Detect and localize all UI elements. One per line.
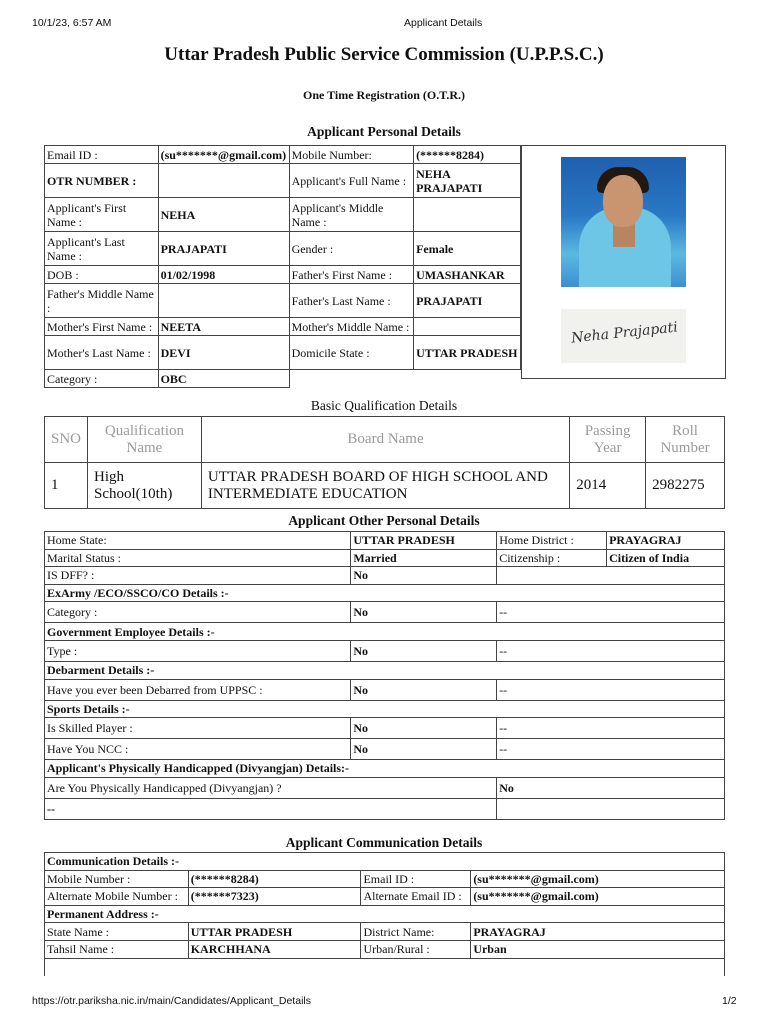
- table-row: [45, 284, 521, 318]
- ph-value: No: [497, 777, 725, 798]
- table-row: [45, 146, 521, 164]
- col-roll: Roll Number: [646, 417, 725, 463]
- home-state-label: Home State:: [45, 532, 351, 550]
- table-row: [45, 661, 725, 679]
- page-title: Uttar Pradesh Public Service Commission (U.P.P.S.C.): [164, 44, 604, 65]
- applicant-photo: [561, 157, 686, 287]
- debar-extra: --: [497, 679, 725, 700]
- table-row: [45, 567, 725, 585]
- table-row: [45, 266, 521, 284]
- exarmy-category-value: No: [351, 602, 497, 623]
- signature-text: Neha Prajapati: [570, 319, 679, 347]
- district-value: PRAYAGRAJ: [471, 923, 725, 941]
- father-last-value: PRAJAPATI: [414, 284, 521, 318]
- comm-email-value: (su*******@gmail.com): [471, 870, 725, 888]
- tahsil-value: KARCHHANA: [188, 940, 361, 958]
- marital-value: Married: [351, 549, 497, 567]
- communication-table: [44, 852, 725, 976]
- permanent-address-heading: Permanent Address :-: [45, 905, 725, 923]
- mobile-value: (******8284): [414, 146, 521, 164]
- table-row: [45, 198, 521, 232]
- firstname-label: Applicant's First Name :: [45, 198, 159, 232]
- home-district-value: PRAYAGRAJ: [607, 532, 725, 550]
- col-sno: SNO: [45, 417, 88, 463]
- category-value: OBC: [158, 370, 289, 388]
- dff-value: No: [351, 567, 497, 585]
- district-label: District Name:: [361, 923, 471, 941]
- email-label: Email ID :: [45, 146, 159, 164]
- home-state-value: UTTAR PRADESH: [351, 532, 497, 550]
- comm-heading: Applicant Communication Details: [285, 835, 483, 850]
- home-district-label: Home District :: [497, 532, 607, 550]
- table-row: [45, 739, 725, 760]
- father-middle-value: [158, 284, 289, 318]
- table-row: [45, 623, 725, 641]
- email-value: (su*******@gmail.com): [158, 146, 289, 164]
- father-last-label: Father's Last Name :: [289, 284, 414, 318]
- middlename-value: [414, 198, 521, 232]
- comm-mobile-label: Mobile Number :: [45, 870, 189, 888]
- qual-sno: 1: [45, 463, 88, 509]
- table-row: [45, 718, 725, 739]
- comm-details-heading: Communication Details :-: [45, 853, 725, 871]
- other-heading: Applicant Other Personal Details: [288, 513, 480, 528]
- tahsil-label: Tahsil Name :: [45, 940, 189, 958]
- alt-mobile-label: Alternate Mobile Number :: [45, 888, 189, 906]
- comm-email-label: Email ID :: [361, 870, 471, 888]
- print-page-number: 1/2: [722, 995, 737, 1007]
- table-row: [45, 232, 521, 266]
- table-row: [45, 336, 521, 370]
- middlename-label: Applicant's Middle Name :: [289, 198, 414, 232]
- otr-label: OTR NUMBER :: [45, 164, 159, 198]
- table-row: [45, 370, 521, 388]
- state-value: UTTAR PRADESH: [188, 923, 361, 941]
- table-row: [45, 888, 725, 906]
- col-qualification: Qualification Name: [88, 417, 202, 463]
- empty-cell: [289, 370, 520, 388]
- ncc-value: No: [351, 739, 497, 760]
- govt-heading: Government Employee Details :-: [45, 623, 725, 641]
- print-tab-title: Applicant Details: [404, 17, 483, 29]
- citizenship-label: Citizenship :: [497, 549, 607, 567]
- govt-type-extra: --: [497, 640, 725, 661]
- table-row: [45, 532, 725, 550]
- category-label: Category :: [45, 370, 159, 388]
- exarmy-category-label: Category :: [45, 602, 351, 623]
- table-row: [45, 870, 725, 888]
- sports-heading: Sports Details :-: [45, 700, 725, 718]
- table-row: [45, 853, 725, 871]
- skilled-value: No: [351, 718, 497, 739]
- other-details-table: [44, 531, 725, 820]
- table-row: [45, 318, 521, 336]
- fullname-value: NEHA PRAJAPATI: [414, 164, 521, 198]
- table-row: [45, 777, 725, 798]
- citizenship-value: Citizen of India: [607, 549, 725, 567]
- dff-label: IS DFF? :: [45, 567, 351, 585]
- table-row: [45, 463, 725, 509]
- father-first-value: UMASHANKAR: [414, 266, 521, 284]
- table-row: [45, 679, 725, 700]
- gender-value: Female: [414, 232, 521, 266]
- qual-roll: 2982275: [646, 463, 725, 509]
- debar-label: Have you ever been Debarred from UPPSC :: [45, 679, 351, 700]
- father-middle-label: Father's Middle Name :: [45, 284, 159, 318]
- alt-email-value: (su*******@gmail.com): [471, 888, 725, 906]
- table-row: [45, 940, 725, 958]
- table-row: [45, 798, 725, 819]
- qual-name: High School(10th): [88, 463, 202, 509]
- father-first-label: Father's First Name :: [289, 266, 414, 284]
- comm-mobile-value: (******8284): [188, 870, 361, 888]
- urban-value: Urban: [471, 940, 725, 958]
- gender-label: Gender :: [289, 232, 414, 266]
- dob-value: 01/02/1998: [158, 266, 289, 284]
- govt-type-value: No: [351, 640, 497, 661]
- state-label: State Name :: [45, 923, 189, 941]
- mother-last-value: DEVI: [158, 336, 289, 370]
- fullname-label: Applicant's Full Name :: [289, 164, 414, 198]
- applicant-signature: [561, 309, 686, 363]
- domicile-value: UTTAR PRADESH: [414, 336, 521, 370]
- table-header-row: [45, 417, 725, 463]
- page-subtitle: One Time Registration (O.T.R.): [303, 88, 465, 102]
- alt-email-label: Alternate Email ID :: [361, 888, 471, 906]
- debar-heading: Debarment Details :-: [45, 661, 725, 679]
- mother-last-label: Mother's Last Name :: [45, 336, 159, 370]
- debar-value: No: [351, 679, 497, 700]
- table-row: [45, 958, 725, 976]
- ph-extra: --: [45, 798, 497, 819]
- table-row: [45, 164, 521, 198]
- lastname-label: Applicant's Last Name :: [45, 232, 159, 266]
- col-year: Passing Year: [570, 417, 646, 463]
- urban-label: Urban/Rural :: [361, 940, 471, 958]
- qual-board: UTTAR PRADESH BOARD OF HIGH SCHOOL AND INTERMEDIATE EDUCATION: [201, 463, 569, 509]
- print-datetime: 10/1/23, 6:57 AM: [32, 17, 112, 29]
- qualification-table: [44, 416, 725, 509]
- table-row: [45, 602, 725, 623]
- table-row: [45, 549, 725, 567]
- table-row: [45, 923, 725, 941]
- exarmy-heading: ExArmy /ECO/SSCO/CO Details :-: [45, 584, 725, 602]
- col-board: Board Name: [201, 417, 569, 463]
- ncc-label: Have You NCC :: [45, 739, 351, 760]
- personal-heading: Applicant Personal Details: [307, 124, 461, 139]
- mother-middle-value: [414, 318, 521, 336]
- table-row: [45, 584, 725, 602]
- otr-value: [158, 164, 289, 198]
- skilled-extra: --: [497, 718, 725, 739]
- exarmy-category-extra: --: [497, 602, 725, 623]
- print-url: https://otr.pariksha.nic.in/main/Candidates/Applicant_Details: [32, 995, 311, 1007]
- alt-mobile-value: (******7323): [188, 888, 361, 906]
- domicile-label: Domicile State :: [289, 336, 414, 370]
- table-row: [45, 760, 725, 778]
- mother-middle-label: Mother's Middle Name :: [289, 318, 414, 336]
- table-row: [45, 905, 725, 923]
- skilled-label: Is Skilled Player :: [45, 718, 351, 739]
- mother-first-value: NEETA: [158, 318, 289, 336]
- ncc-extra: --: [497, 739, 725, 760]
- table-row: [45, 700, 725, 718]
- mother-first-label: Mother's First Name :: [45, 318, 159, 336]
- qualification-heading: Basic Qualification Details: [310, 398, 458, 413]
- firstname-value: NEHA: [158, 198, 289, 232]
- lastname-value: PRAJAPATI: [158, 232, 289, 266]
- ph-label: Are You Physically Handicapped (Divyangjan) ?: [45, 777, 497, 798]
- table-row: [45, 640, 725, 661]
- ph-heading: Applicant's Physically Handicapped (Divyangjan) Details:-: [45, 760, 725, 778]
- personal-details-table: [44, 145, 521, 388]
- marital-label: Marital Status :: [45, 549, 351, 567]
- mobile-label: Mobile Number:: [289, 146, 414, 164]
- qual-year: 2014: [570, 463, 646, 509]
- dob-label: DOB :: [45, 266, 159, 284]
- govt-type-label: Type :: [45, 640, 351, 661]
